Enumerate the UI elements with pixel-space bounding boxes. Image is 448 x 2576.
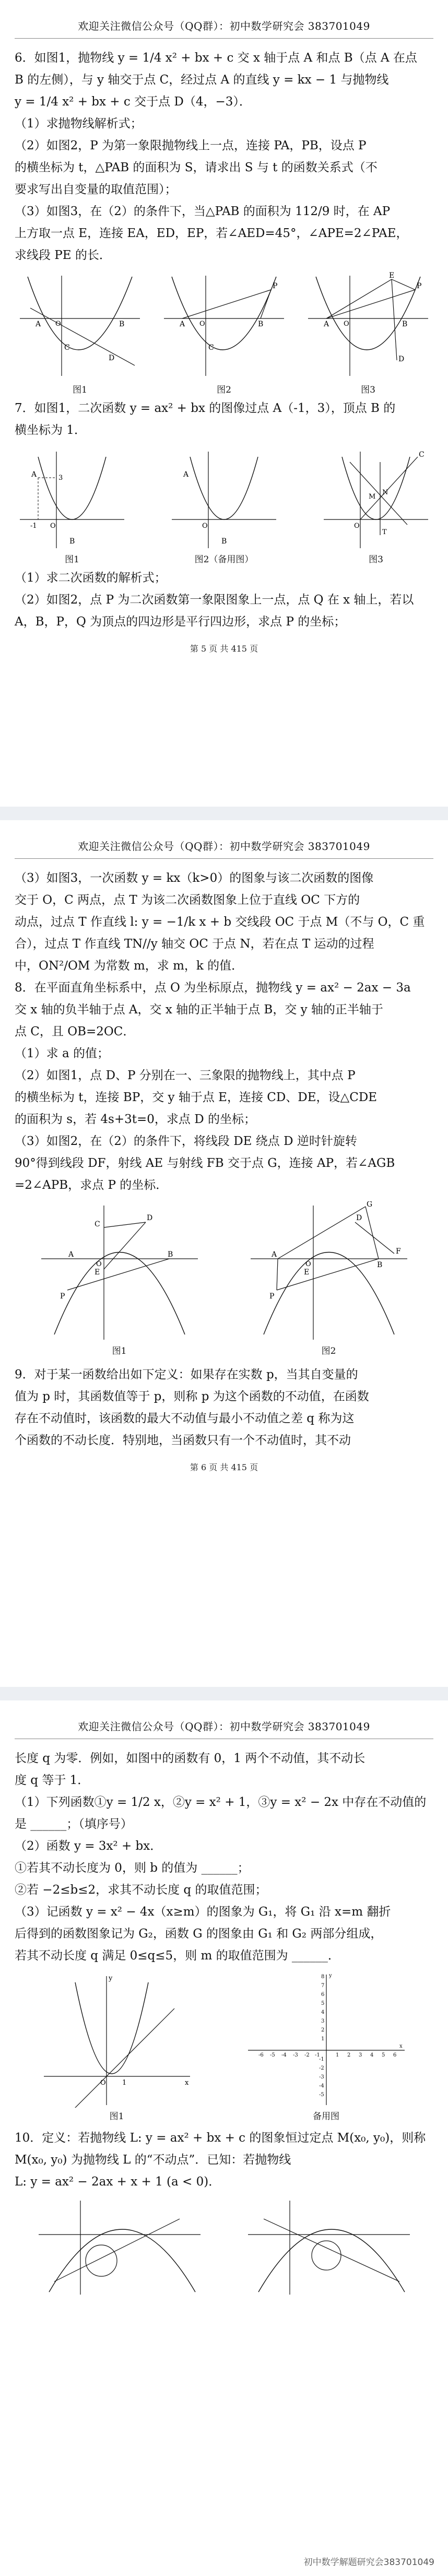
svg-text:5: 5 [381,2052,385,2058]
page-3 [0,1700,448,2576]
svg-text:B: B [221,537,227,546]
svg-text:G: G [366,1201,372,1209]
svg-text:-6: -6 [258,2052,264,2058]
svg-text:P: P [60,1292,65,1301]
question-7-parts: （1）求二次函数的解析式； （2）如图2，点 P 为二次函数第一象限图象上一点，点 Q 在 x 轴上，若以 A，B，P，Q 为顶点的四边形是平行四边形，求点 P 的坐标； [15,571,414,629]
svg-text:-3: -3 [319,2074,324,2080]
page-header: 欢迎关注微信公众号（QQ群）：初中数学研究会 383701049 [78,840,370,853]
svg-text:A: A [68,1250,74,1259]
svg-text:A: A [36,320,41,328]
svg-text:-4: -4 [281,2052,287,2058]
q8-figure-1: D C E A B P O 图1 [36,1201,203,1356]
svg-text:D: D [398,355,405,363]
svg-text:A: A [183,470,189,479]
svg-text:2: 2 [347,2052,350,2058]
q9-figures [15,1972,433,2122]
q10-figures [15,2198,433,2297]
question-7-part-3: （3）如图3，一次函数 y = kx（k>0）的图象与该二次函数的图像 交于 O，C 两点，点 T 为该二次函数图象上位于直线 OC 下方的 动点，过点 T 作直线 l: y = −1/k x + b 交线段 OC 于点 M（不与 O，C 重 合），过点 T 作直线 TN//y 轴交 OC 于点 N，若在点 T 运动的过程 中，ON²/OM 为常数 m，求 m，k 的值． [15,871,425,973]
q6-figure-2: P A B C O 图2 [159,271,289,395]
svg-text:O: O [100,2079,106,2087]
svg-text:4: 4 [370,2052,373,2058]
svg-text:B: B [69,537,75,546]
svg-text:y: y [328,1973,332,1979]
svg-text:-2: -2 [319,2065,324,2071]
question-6: 6．如图1，抛物线 y = 1/4 x² + bx + c 交 x 轴于点 A 和点 B（点 A 在点 B 的左侧），与 y 轴交于点 C，经过点 A 的直线 y = kx − 1 与抛物线 y = 1/4 x² + bx + c 交于点 D（4，−3）． （1）求抛物线解析式； （2）如图2，P 为第一象限抛物线上一点，连接 PA，PB，设点 P 的横坐标为 t，△PAB 的面积为 S，请求出 S 与 t 的函数关系式（不 要求写出自变量的取值范围）； （3）如图3，在（2）的条件下，当△PAB 的面积为 112/9 时，在 AP 上方取一点 E，连接 EA，ED，EP，若∠AED=45°，∠APE=2∠PAE， 求线段 PE 的长． [15,51,417,262]
svg-text:A: A [180,320,185,328]
svg-text:P: P [269,1292,274,1301]
svg-text:-1: -1 [319,2057,324,2062]
svg-text:7: 7 [321,1983,324,1989]
svg-text:-4: -4 [319,2083,324,2089]
svg-text:C: C [419,451,425,459]
q7-figure-3: C M N T O 图3 [319,446,433,565]
svg-text:x: x [399,2043,403,2049]
svg-text:P: P [273,282,278,290]
svg-text:-5: -5 [269,2052,275,2058]
q6-figures [15,271,433,395]
svg-text:P: P [417,282,422,290]
q7-figures [15,446,433,565]
page-separator [0,1687,448,1700]
svg-text:E: E [303,1268,309,1277]
q6-figure-3: E P A B D O 图3 [303,271,433,395]
svg-text:-5: -5 [319,2092,324,2098]
svg-text:A: A [31,470,37,479]
svg-text:M: M [369,493,376,501]
page-footer: 第 5 页 共 415 页 [190,644,258,654]
svg-text:5: 5 [321,2001,324,2006]
svg-text:A: A [324,320,329,328]
svg-text:-1: -1 [314,2052,320,2058]
svg-text:2: 2 [321,2027,324,2033]
question-9-cont: 长度 q 为零．例如，如图中的函数有 0，1 两个不动值，其不动长 度 q 等于 1． （1）下列函数①y = 1/2 x，②y = x² + 1，③y = x² − 2x 中存在不动值的 是 ______；（填序号） （2）函数 y = 3x² + bx． ①若其不动长度为 0，则 b 的值为 ______； ②若 −2≤b≤2，求其不动长度 q 的取值范围； （3）记函数 y = x² − 4x（x≥m）的图象为 G₁，将 G₁ 沿 x=m 翻折 后得到的函数图象记为 G₂，函数 G 的图象由 G₁ 和 G₂ 两部分组成， 若其不动长度 q 满足 0≤q≤5，则 m 的取值范围为 ______． [15,1752,427,1963]
svg-text:O: O [344,320,349,328]
svg-text:C: C [64,344,70,352]
svg-text:-2: -2 [304,2052,310,2058]
svg-text:O: O [199,320,205,328]
question-10: 10．定义：若抛物线 L: y = ax² + bx + c 的图象恒过定点 M(x₀, y₀)，则称 M(x₀, y₀) 为抛物线 L 的“不动点”．已知：若抛物线 L: y = ax² − 2ax + x + 1 (a < 0)． [15,2131,426,2189]
page-2 [0,820,448,1687]
svg-text:1: 1 [335,2052,339,2058]
svg-text:D: D [146,1214,152,1222]
page-header: 欢迎关注微信公众号（QQ群）：初中数学研究会 383701049 [78,20,370,32]
svg-text:F: F [395,1247,401,1256]
page-footer: 第 6 页 共 415 页 [190,1462,258,1472]
question-9: 9．对于某一函数给出如下定义：如果存在实数 p，当其自变量的 值为 p 时，其函数值等于 p，则称 p 为这个函数的不动值，在函数 存在不动值时，该函数的最大不动值与最小不动值之差 q 称为这 个函数的不动长度．特别地，当函数只有一个不动值时，其不动 [15,1368,369,1447]
svg-text:T: T [382,528,387,536]
svg-text:4: 4 [321,2010,324,2015]
svg-text:O: O [55,320,61,328]
svg-text:-1: -1 [30,522,37,530]
svg-text:8: 8 [321,1974,324,1980]
svg-text:D: D [356,1214,362,1222]
page-header: 欢迎关注微信公众号（QQ群）：初中数学研究会 383701049 [78,1720,370,1733]
svg-text:B: B [119,320,125,328]
svg-text:O: O [305,1260,311,1268]
svg-text:E: E [389,271,395,280]
svg-text:3: 3 [358,2052,362,2058]
q7-figure-1: A 3 -1 O B 图1 [15,446,129,565]
svg-text:O: O [50,522,56,530]
svg-text:y: y [108,1975,112,1982]
svg-text:O: O [354,522,360,530]
q8-figure-2: G D F E A B P O 图2 [245,1201,412,1356]
question-7: 7．如图1，二次函数 y = ax² + bx 的图像过点 A（-1，3），顶点 B 的 横坐标为 1． [15,401,396,437]
svg-text:E: E [94,1268,100,1277]
q9-figure-1: O 1 x y 图1 [39,1972,195,2122]
svg-text:B: B [376,1261,382,1269]
svg-text:C: C [94,1220,100,1228]
question-8: 8．在平面直角坐标系中，点 O 为坐标原点，抛物线 y = ax² − 2ax − 3a 交 x 轴的负半轴于点 A，交 x 轴的正半轴于点 B，交 y 轴的正半轴于 点 C，且 OB=2OC． （1）求 a 的值； （2）如图1，点 D、P 分别在一、三象限的抛物线上，其中点 P 的横坐标为 t，连接 BP，交 y 轴于点 E，连接 CD、DE，设△CDE 的面积为 s，若 4s+3t=0，求点 D 的坐标； （3）如图2，在（2）的条件下，将线段 DE 绕点 D 逆时针旋转 90°得到线段 DF，射线 AE 与射线 FB 交于点 G，连接 AP，若∠AGB =2∠APB，求点 P 的坐标． [15,981,411,1192]
svg-text:1: 1 [122,2079,126,2087]
watermark-tag: 初中数学解题研究会383701049 [301,2554,438,2569]
svg-text:O: O [202,522,208,530]
page-1 [0,0,448,807]
svg-text:C: C [208,344,214,352]
svg-text:D: D [109,354,115,362]
q10-figure-2 [243,2198,415,2297]
svg-text:A: A [271,1250,277,1259]
svg-text:6: 6 [321,1992,324,1998]
q8-figures [15,1201,433,1356]
svg-text:1: 1 [321,2036,324,2042]
svg-text:N: N [382,489,388,497]
svg-text:-3: -3 [292,2052,298,2058]
svg-text:B: B [402,320,408,328]
svg-text:3: 3 [58,474,63,482]
q9-figure-backup: 8 7 6 5 4 3 2 1 -1 -2 -3 -4 -5 -6 -5 -4 -3 -2 -1 1 2 3 4 5 6 x y 备用图 [258,1973,403,2122]
q10-figure-1 [33,2198,206,2297]
q6-figure-1: A B C D O 图1 [15,271,145,395]
svg-text:B: B [258,320,264,328]
svg-text:B: B [167,1250,173,1259]
page-separator [0,807,448,820]
svg-text:x: x [184,2079,188,2087]
svg-text:3: 3 [321,2018,324,2024]
svg-text:6: 6 [393,2052,396,2058]
q7-figure-2: A O B 图2（备用图） [167,446,281,565]
svg-text:O: O [96,1260,102,1268]
